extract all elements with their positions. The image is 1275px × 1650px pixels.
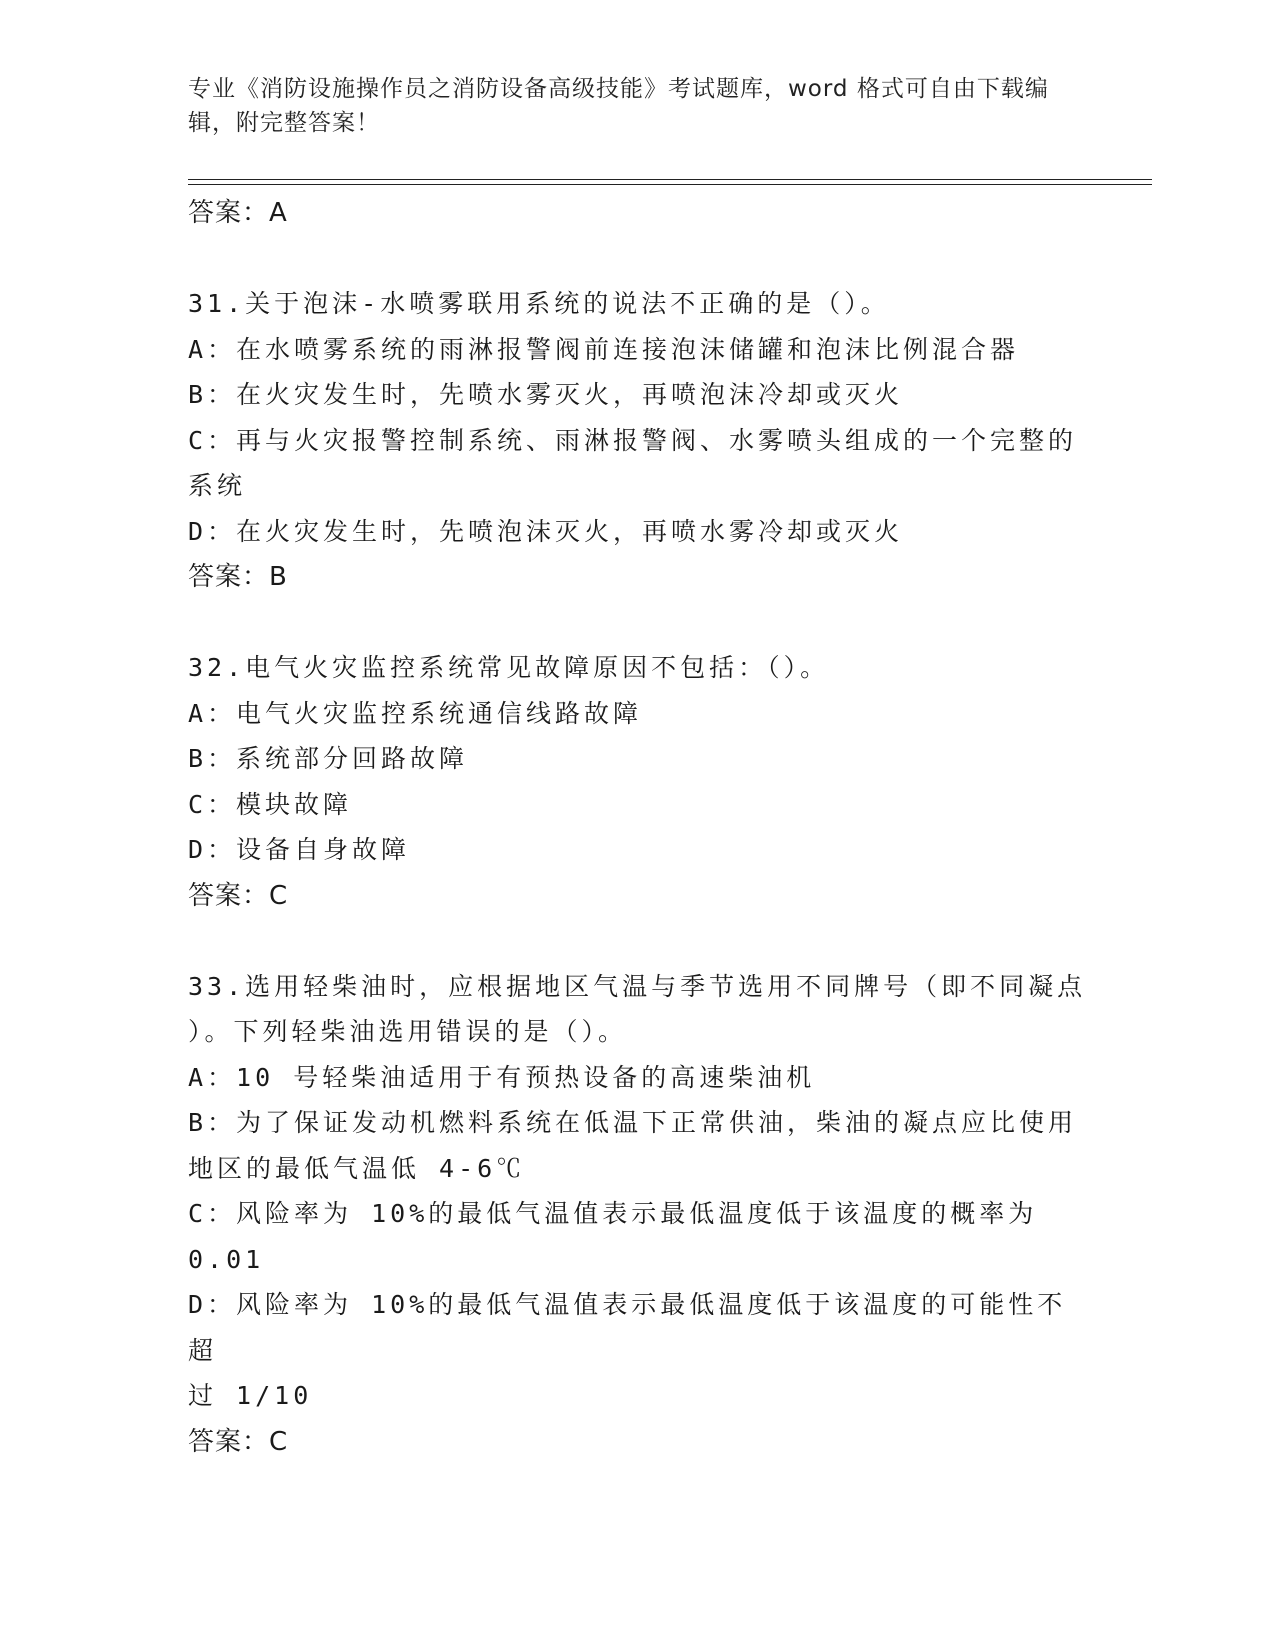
option-a: A：在水喷雾系统的雨淋报警阀前连接泡沫储罐和泡沫比例混合器: [188, 334, 1020, 364]
header-rule-bottom: [188, 184, 1152, 185]
question-block-32: [188, 645, 1088, 919]
answer-line: 答案：C: [188, 1426, 289, 1457]
option-a: A：电气火灾监控系统通信线路故障: [188, 698, 643, 728]
option-d-continued: 过 1/10: [188, 1381, 313, 1410]
option-c: C：再与火灾报警控制系统、雨淋报警阀、水雾喷头组成的一个完整的: [188, 425, 1078, 455]
option-c: C：模块故障: [188, 789, 353, 819]
question-stem-continued: ）。下列轻柴油选用错误的是（）。: [188, 1017, 628, 1046]
answer-line: 答案：B: [188, 562, 288, 592]
option-b: B：系统部分回路故障: [188, 744, 469, 773]
option-c-continued: 系统: [188, 471, 247, 500]
question-block-31: [188, 281, 1088, 600]
option-b-continued: 地区的最低气温低 4-6℃: [188, 1153, 526, 1183]
answer-line: 答案：C: [188, 880, 289, 911]
option-c: C：风险率为 10%的最低气温值表示最低温度低于该温度的概率为 0.01: [188, 1199, 1038, 1274]
option-d: D：风险率为 10%的最低气温值表示最低温度低于该温度的可能性不超: [188, 1290, 1067, 1365]
document-header: 专业《消防设施操作员之消防设备高级技能》考试题库，word 格式可自由下载编辑，附完整答案！: [188, 76, 1049, 136]
question-stem: 33.选用轻柴油时，应根据地区气温与季节选用不同牌号（即不同凝点: [188, 971, 1087, 1001]
option-a: A：10 号轻柴油适用于有预热设备的高速柴油机: [188, 1062, 816, 1092]
option-b: B：在火灾发生时，先喷水雾灭火，再喷泡沫冷却或灭火: [188, 380, 904, 409]
option-b: B：为了保证发动机燃料系统在低温下正常供油，柴油的凝点应比使用: [188, 1108, 1078, 1137]
header-rule-top: [188, 179, 1152, 180]
question-stem: 31.关于泡沫-水喷雾联用系统的说法不正确的是（）。: [188, 289, 890, 318]
document-content: [188, 190, 1088, 1465]
option-d: D：设备自身故障: [188, 835, 411, 864]
question-stem: 32.电气火灾监控系统常见故障原因不包括：（）。: [188, 653, 830, 682]
question-block-33: [188, 964, 1088, 1465]
answer-line: 答案：A: [188, 198, 288, 228]
option-d: D：在火灾发生时，先喷泡沫灭火，再喷水雾冷却或灭火: [188, 516, 904, 546]
